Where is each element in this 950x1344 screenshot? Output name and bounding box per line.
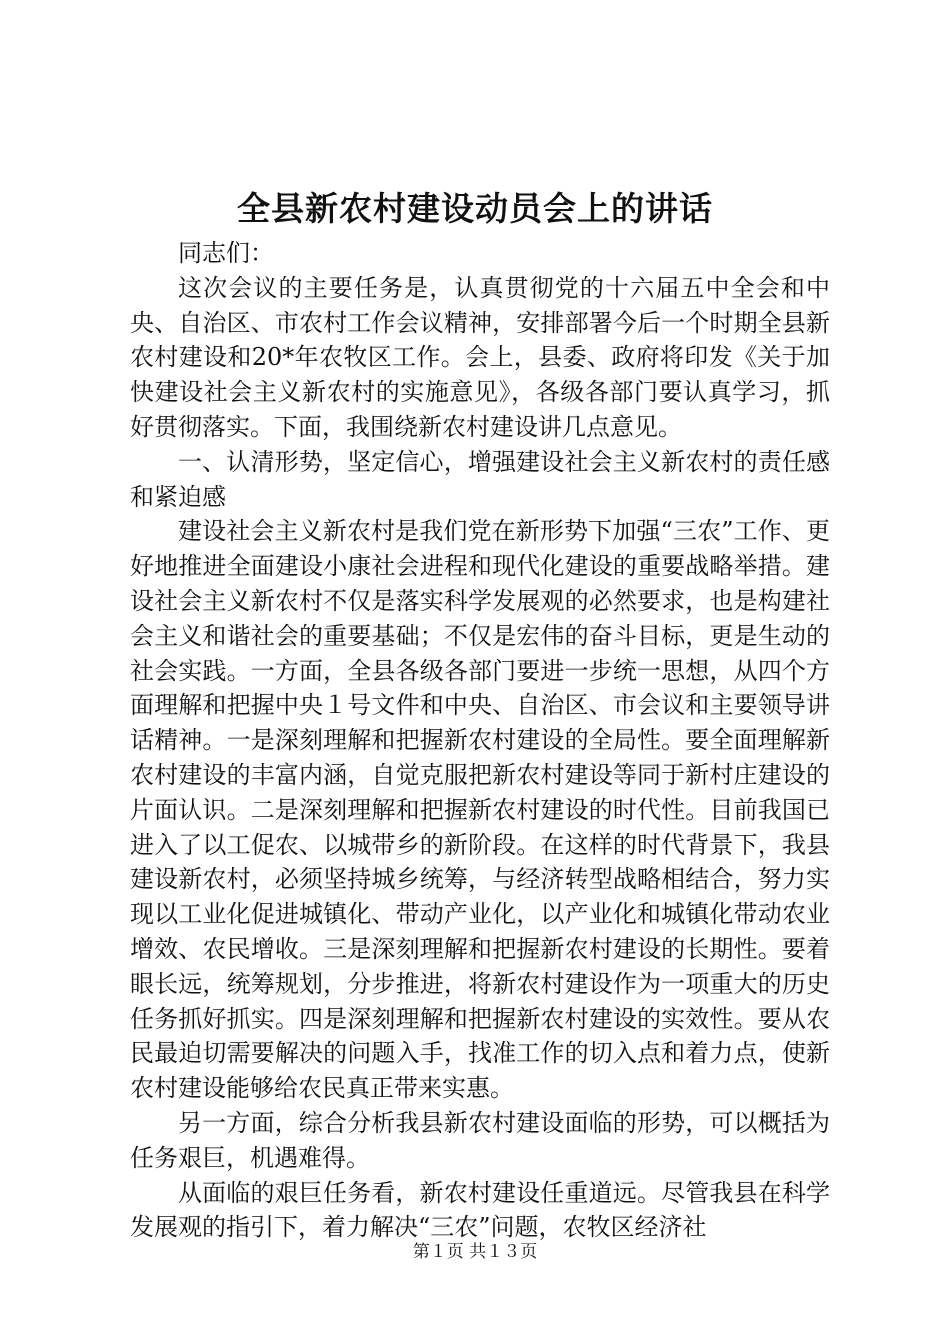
- page-number-footer: 第１页 共１３页: [412, 1242, 538, 1262]
- paragraph-body: 建设社会主义新农村是我们党在新形势下加强“三农”工作、更好地推进全面建设小康社会进程和现代化建设的重要战略举措。建设社会主义新农村不仅是落实科学发展观的必然要求，也是构建社会主义和谐社会的重要基础；不仅是宏伟的奋斗目标，更是生动的社会实践。一方面，全县各级各部门要进一步统一思想，从四个方面理解和把握中央１号文件和中央、自治区、市会议和主要领导讲话精神。一是深刻理解和把握新农村建设的全局性。要全面理解新农村建设的丰富内涵，自觉克服把新农村建设等同于新村庄建设的片面认识。二是深刻理解和把握新农村建设的时代性。目前我国已进入了以工促农、以城带乡的新阶段。在这样的时代背景下，我县建设新农村，必须坚持城乡统筹，与经济转型战略相结合，努力实现以工业化促进城镇化、带动产业化，以产业化和城镇化带动农业增效、农民增收。三是深刻理解和把握新农村建设的长期性。要着眼长远，统筹规划，分步推进，将新农村建设作为一项重大的历史任务抓好抓实。四是深刻理解和把握新农村建设的实效性。要从农民最迫切需要解决的问题入手，找准工作的切入点和着力点，使新农村建设能够给农民真正带来实惠。: [130, 517, 830, 1103]
- paragraph-intro: 这次会议的主要任务是，认真贯彻党的十六届五中全会和中央、自治区、市农村工作会议精神，安排部署今后一个时期全县新农村建设和20*年农牧区工作。会上，县委、政府将印发《关于加快建设社会主义新农村的实施意见》，各级各部门要认真学习，抓好贯彻落实。下面，我围绕新农村建设讲几点意见。: [130, 273, 830, 441]
- section-heading-1: 一、认清形势，坚定信心，增强建设社会主义新农村的责任感和紧迫感: [130, 447, 830, 511]
- document-title: 全县新农村建设动员会上的讲话: [237, 189, 713, 228]
- paragraph-body: 另一方面，综合分析我县新农村建设面临的形势，可以概括为任务艰巨，机遇难得。: [130, 1108, 830, 1172]
- salutation: 同志们：: [178, 239, 274, 267]
- paragraph-body: 从面临的艰巨任务看，新农村建设任重道远。尽管我县在科学发展观的指引下，着力解决“三农”问题，农牧区经济社: [130, 1178, 830, 1242]
- document-body: [130, 236, 830, 1245]
